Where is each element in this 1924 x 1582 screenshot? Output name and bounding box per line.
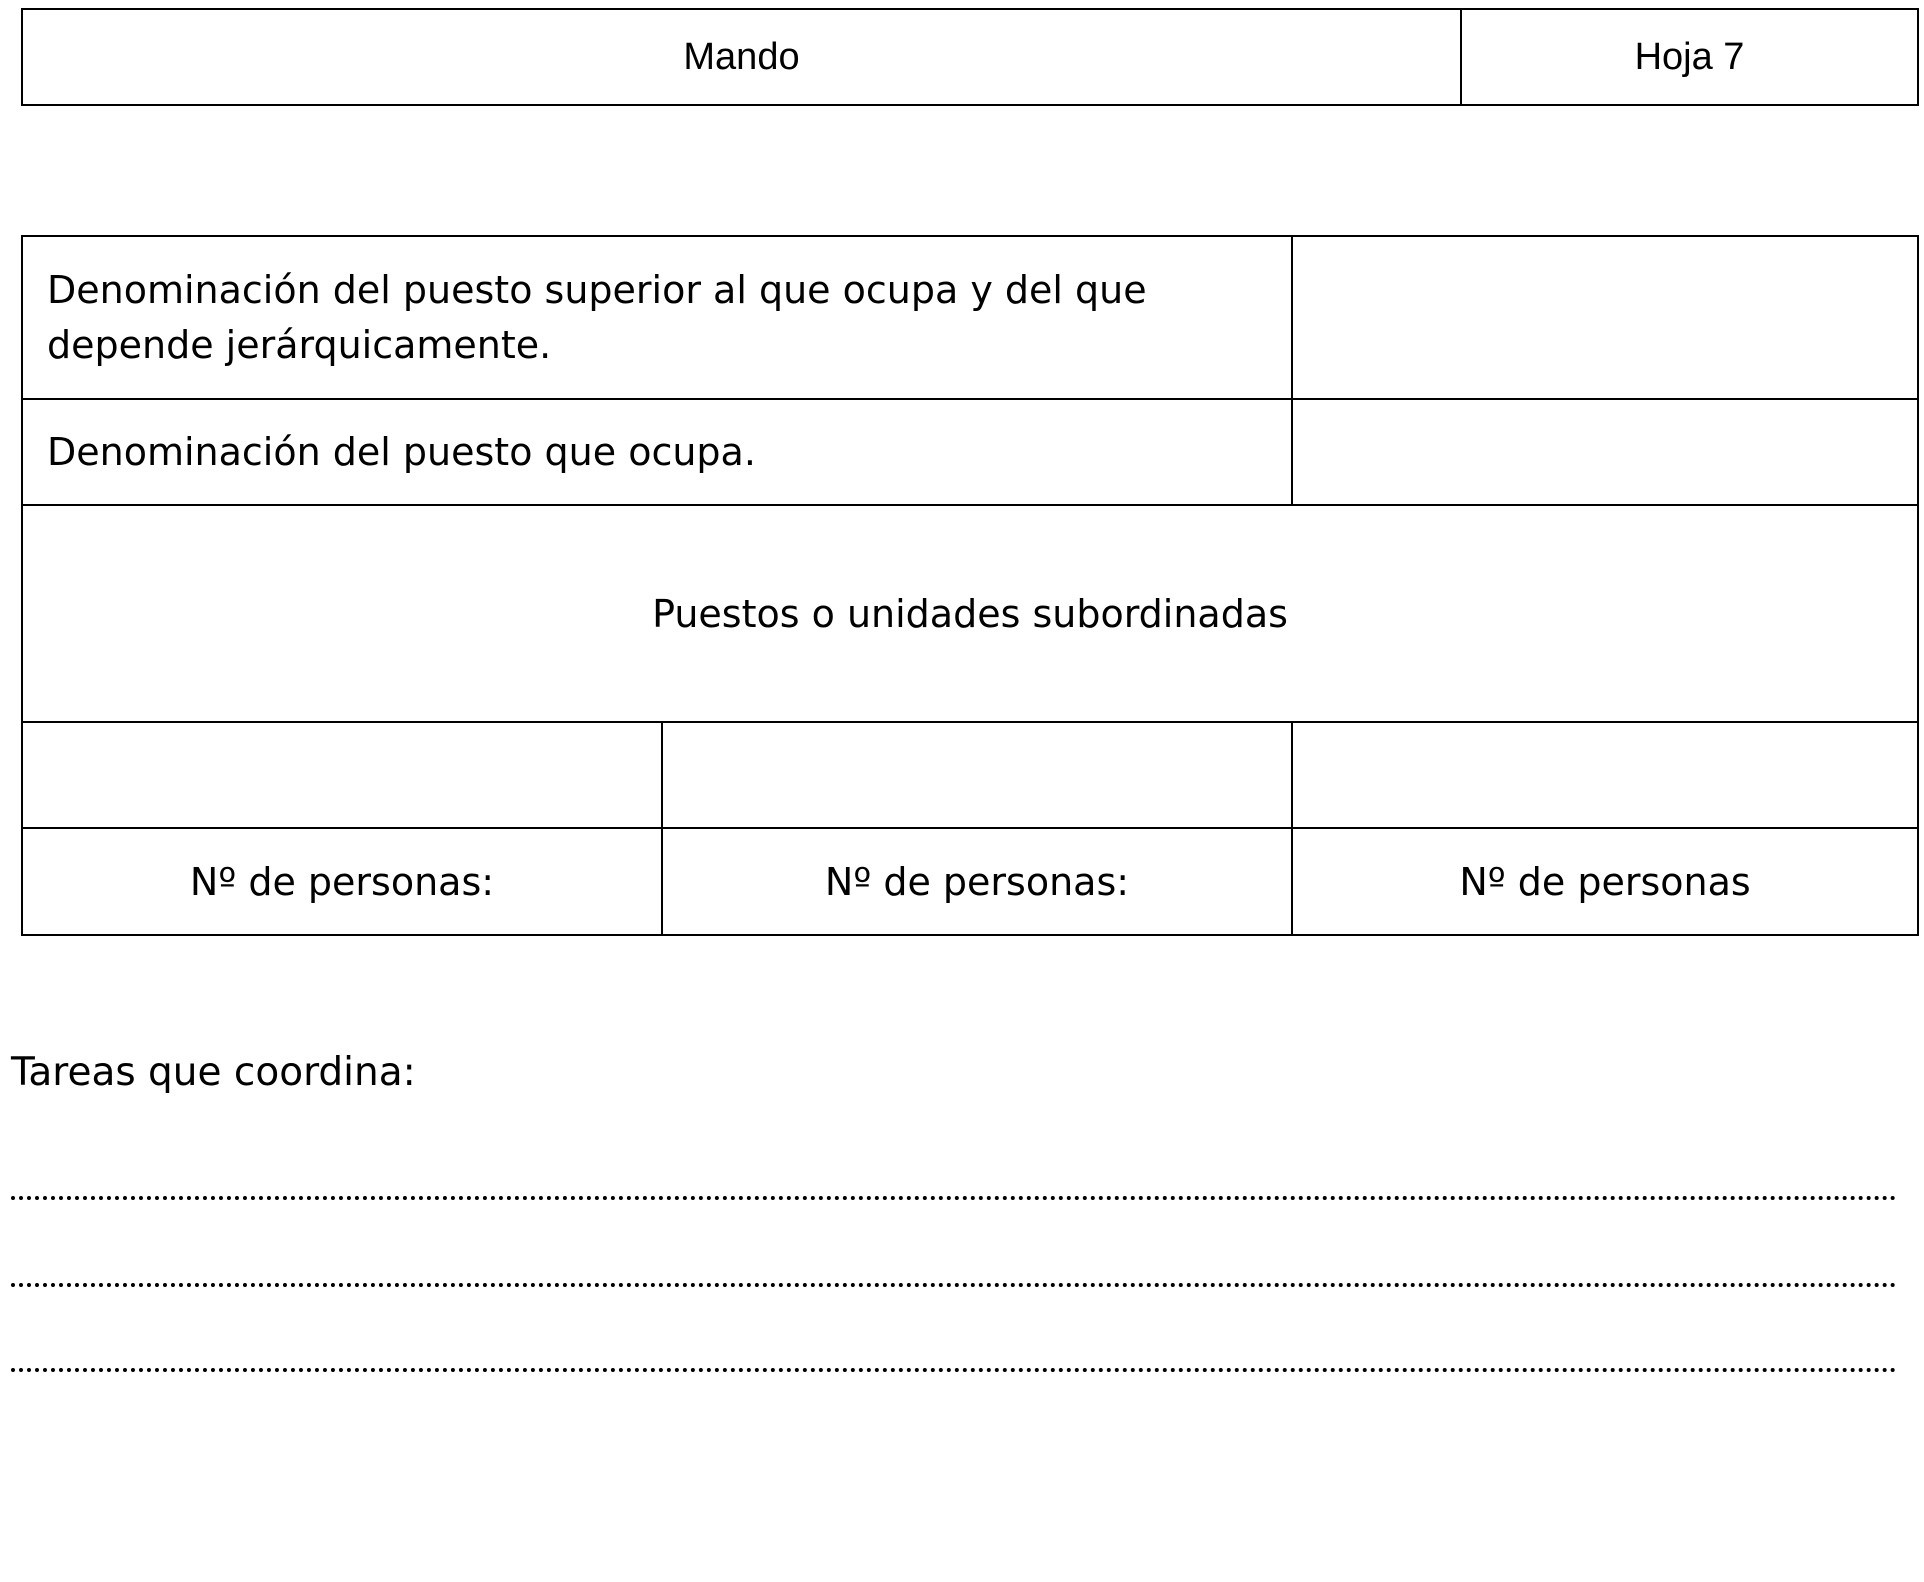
person-count-label: Nº de personas:	[663, 829, 1293, 934]
subordinate-unit-field[interactable]	[1293, 723, 1917, 827]
current-position-field[interactable]	[1293, 400, 1917, 504]
current-position-label: Denominación del puesto que ocupa.	[23, 400, 1293, 504]
subordinates-heading-row	[23, 506, 1917, 723]
superior-position-row	[23, 237, 1917, 400]
subordinate-unit-field[interactable]	[663, 723, 1293, 827]
subordinates-heading: Puestos o unidades subordinadas	[652, 591, 1288, 636]
header-title: Mando	[23, 10, 1462, 104]
subordinate-units-row	[23, 723, 1917, 829]
sheet-number: Hoja 7	[1634, 35, 1745, 78]
position-form-table	[21, 235, 1919, 936]
person-count-label: Nº de personas	[1459, 859, 1751, 904]
tasks-answer-line[interactable]	[11, 1368, 1897, 1372]
document-header	[21, 8, 1919, 106]
subordinate-unit-field[interactable]	[23, 723, 663, 827]
tasks-label: Tareas que coordina:	[11, 1050, 416, 1095]
person-count-row	[23, 829, 1917, 934]
person-count-label: Nº de personas:	[23, 829, 663, 934]
superior-position-field[interactable]	[1293, 237, 1917, 398]
tasks-answer-line[interactable]	[11, 1196, 1897, 1200]
superior-position-label: Denominación del puesto superior al que ocupa y del que depende jerárquicamente.	[23, 237, 1293, 398]
tasks-answer-line[interactable]	[11, 1283, 1897, 1287]
current-position-row	[23, 400, 1917, 506]
